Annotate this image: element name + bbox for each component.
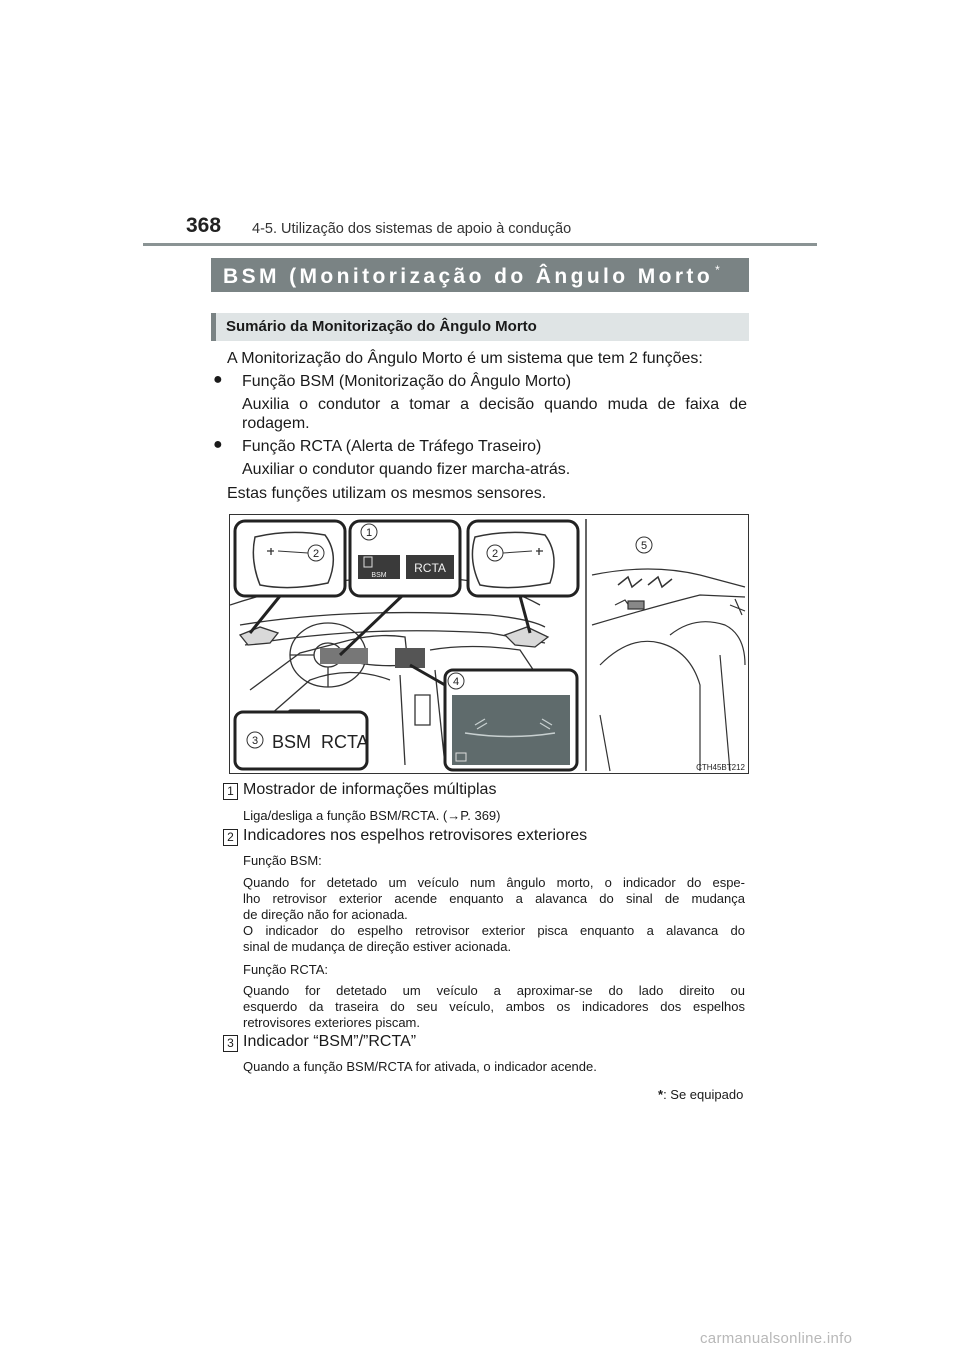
intro-line: A Monitorização do Ângulo Morto é um sistema que tem 2 funções:	[227, 350, 703, 367]
callout-1: 1	[365, 527, 373, 539]
item-2-rcta-heading: Função RCTA:	[243, 962, 329, 977]
page-number: 368	[186, 214, 222, 237]
item-number-2: 2	[223, 829, 238, 846]
item-2-bsm-line3: de direção não for acionada.	[243, 907, 408, 922]
callout-2-left: 2	[312, 548, 320, 560]
item-2-rcta-line1: Quando for detetado um veículo a aproximar-se do lado direito ou	[243, 983, 745, 998]
item-1-title: Mostrador de informações múltiplas	[243, 781, 497, 798]
left-mirror-inset	[235, 521, 345, 633]
rear-sensor-drawing	[592, 569, 745, 771]
section-title	[223, 263, 720, 289]
rcta-display-label: RCTA	[414, 561, 446, 575]
subsection-title: Sumário da Monitorização do Ângulo Morto	[226, 318, 537, 335]
rcta-function-title: Função RCTA (Alerta de Tráfego Traseiro)	[242, 438, 542, 455]
callout-4: 4	[452, 676, 460, 688]
bsm-desc-line1: Auxilia o condutor a tomar a decisão quando muda de faixa de	[242, 396, 747, 413]
item-2-bsm-heading: Função BSM:	[243, 853, 322, 868]
item-2-bsm-line2: lho retrovisor exterior acende enquanto a alavanca do sinal de mudança	[243, 891, 745, 906]
equipped-asterisk: *	[715, 263, 720, 277]
item-3-title: Indicador “BSM”/”RCTA”	[243, 1033, 417, 1050]
header-rule	[143, 243, 817, 246]
bsm-rcta-indicator-text: BSM RCTA	[272, 732, 369, 752]
right-mirror-inset	[468, 521, 578, 633]
footnote	[658, 1087, 743, 1102]
bsm-rcta-indicator-inset	[235, 712, 369, 769]
bsm-icon-label: BSM	[371, 572, 387, 579]
item-2-bsm-line1: Quando for detetado um veículo num ângulo morto, o indicador do espe-	[243, 875, 745, 890]
chapter-title: 4-5. Utilização dos sistemas de apoio à condução	[252, 221, 572, 237]
callout-3: 3	[251, 735, 259, 747]
bullet-bsm: ●	[213, 371, 223, 388]
bsm-desc-line2: rodagem.	[242, 415, 310, 432]
callout-5: 5	[640, 540, 648, 552]
item-2-bsm-line5: sinal de mudança de direção estiver acionada.	[243, 939, 512, 954]
camera-display-inset	[410, 665, 577, 770]
item-number-1: 1	[223, 783, 238, 800]
footnote-text: : Se equipado	[663, 1087, 744, 1102]
figure-code: CTH45BT212	[696, 763, 745, 772]
rcta-desc: Auxiliar o condutor quando fizer marcha-atrás.	[242, 461, 571, 478]
item-1-text	[243, 808, 501, 823]
item-2-title: Indicadores nos espelhos retrovisores exteriores	[243, 827, 588, 844]
section-title-text: BSM (Monitorização do Ângulo Morto	[223, 265, 714, 288]
blind-spot-monitor-illustration	[229, 514, 749, 774]
item-1-text-main: Liga/desliga a função BSM/RCTA. (	[243, 808, 448, 823]
section-title-bar	[211, 258, 749, 292]
bullet-rcta: ●	[213, 436, 223, 453]
item-2-rcta-line3: retrovisores exteriores piscam.	[243, 1015, 420, 1030]
bsm-function-title: Função BSM (Monitorização do Ângulo Morto)	[242, 373, 572, 390]
callout-2-right: 2	[491, 548, 499, 560]
watermark: carmanualsonline.info	[700, 1330, 853, 1347]
figure-svg	[230, 515, 749, 774]
item-2-bsm-line4: O indicador do espelho retrovisor exterior pisca enquanto a alavanca do	[243, 923, 745, 938]
subsection-bar	[211, 313, 749, 341]
page-reference-link[interactable]: P. 369)	[460, 808, 501, 823]
item-number-3: 3	[223, 1035, 238, 1052]
item-3-text: Quando a função BSM/RCTA for ativada, o indicador acende.	[243, 1059, 597, 1074]
footnote-asterisk: *	[658, 1087, 664, 1102]
arrow-icon: →	[447, 808, 461, 823]
item-2-rcta-line2: esquerdo da traseira do seu veículo, ambos os indicadores dos espelhos	[243, 999, 745, 1014]
intro-closing: Estas funções utilizam os mesmos sensores.	[227, 485, 547, 502]
